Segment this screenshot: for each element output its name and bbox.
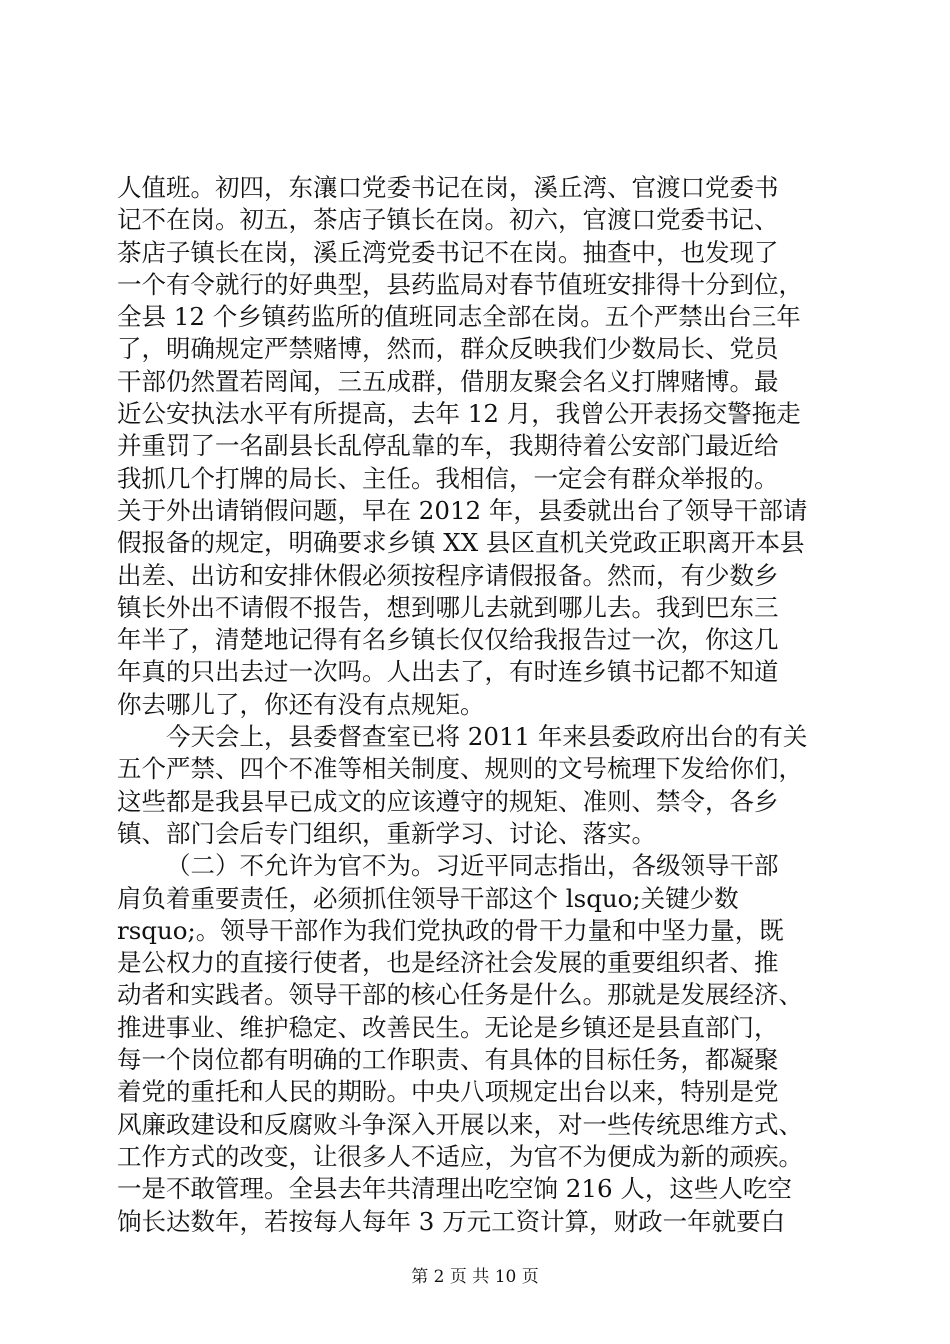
text-line: 风廉政建设和反腐败斗争深入开展以来，对一些传统思维方式、 (117, 1109, 803, 1139)
text-line: 一个有令就行的好典型，县药监局对春节值班安排得十分到位， (117, 269, 803, 299)
text-line: 全县 12 个乡镇药监所的值班同志全部在岗。五个严禁出台三年 (117, 302, 801, 332)
text-line: 关于外出请销假问题，早在 2012 年，县委就出台了领导干部请 (117, 495, 808, 525)
text-line: 工作方式的改变，让很多人不适应，为官不为便成为新的顽疾。 (117, 1141, 803, 1171)
text-line: 茶店子镇长在岗，溪丘湾党委书记不在岗。抽查中，也发现了 (117, 237, 779, 267)
paragraph-start-line: 今天会上，县委督查室已将 2011 年来县委政府出台的有关 (166, 722, 808, 752)
text-line: 我抓几个打牌的局长、主任。我相信，一定会有群众举报的。 (117, 463, 779, 493)
text-line: 你去哪儿了，你还有没有点规矩。 (117, 689, 485, 719)
text-line: 出差、出访和安排休假必须按程序请假报备。然而，有少数乡 (117, 560, 779, 590)
text-line: 推进事业、维护稳定、改善民生。无论是乡镇还是县直部门， (117, 1012, 779, 1042)
text-line: 一是不敢管理。全县去年共清理出吃空饷 216 人，这些人吃空 (117, 1174, 792, 1204)
text-line: 肩负着重要责任，必须抓住领导干部这个 lsquo;关键少数 (117, 883, 739, 913)
text-line: 近公安执法水平有所提高，去年 12 月，我曾公开表扬交警拖走 (117, 399, 801, 429)
text-line: 假报备的规定，明确要求乡镇 XX 县区直机关党政正职离开本县 (117, 528, 805, 558)
text-line: 每一个岗位都有明确的工作职责、有具体的目标任务，都凝聚 (117, 1045, 779, 1075)
text-line: 年真的只出去过一次吗。人出去了，有时连乡镇书记都不知道 (117, 657, 779, 687)
text-line: 年半了，清楚地记得有名乡镇长仅仅给我报告过一次，你这几 (117, 625, 779, 655)
text-line: 记不在岗。初五，茶店子镇长在岗。初六，官渡口党委书记、 (117, 205, 779, 235)
text-line: 并重罚了一名副县长乱停乱靠的车，我期待着公安部门最近给 (117, 431, 779, 461)
text-line: 镇、部门会后专门组织，重新学习、讨论、落实。 (117, 818, 656, 848)
text-line: 了，明确规定严禁赌博，然而，群众反映我们少数局长、党员 (117, 334, 779, 364)
text-line: 饷长达数年，若按每人每年 3 万元工资计算，财政一年就要白 (117, 1206, 786, 1236)
document-body (117, 172, 847, 1238)
text-line: 镇长外出不请假不报告，想到哪儿去就到哪儿去。我到巴东三 (117, 592, 779, 622)
text-line: 着党的重托和人民的期盼。中央八项规定出台以来，特别是党 (117, 1077, 779, 1107)
text-line: 这些都是我县早已成文的应该遵守的规矩、准则、禁令，各乡 (117, 786, 779, 816)
text-line: 五个严禁、四个不准等相关制度、规则的文号梳理下发给你们， (117, 754, 803, 784)
text-line: 是公权力的直接行使者，也是经济社会发展的重要组织者、推 (117, 948, 779, 978)
text-line: 人值班。初四，东瀼口党委书记在岗，溪丘湾、官渡口党委书 (117, 173, 779, 202)
page-footer: 第 2 页 共 10 页 (411, 1267, 539, 1287)
section-heading-line: （二）不允许为官不为。习近平同志指出，各级领导干部 (166, 851, 779, 881)
text-line: rsquo;。领导干部作为我们党执政的骨干力量和中坚力量，既 (117, 915, 784, 945)
text-line: 干部仍然置若罔闻，三五成群，借朋友聚会名义打牌赌博。最 (117, 366, 779, 396)
text-line: 动者和实践者。领导干部的核心任务是什么。那就是发展经济、 (117, 980, 803, 1010)
